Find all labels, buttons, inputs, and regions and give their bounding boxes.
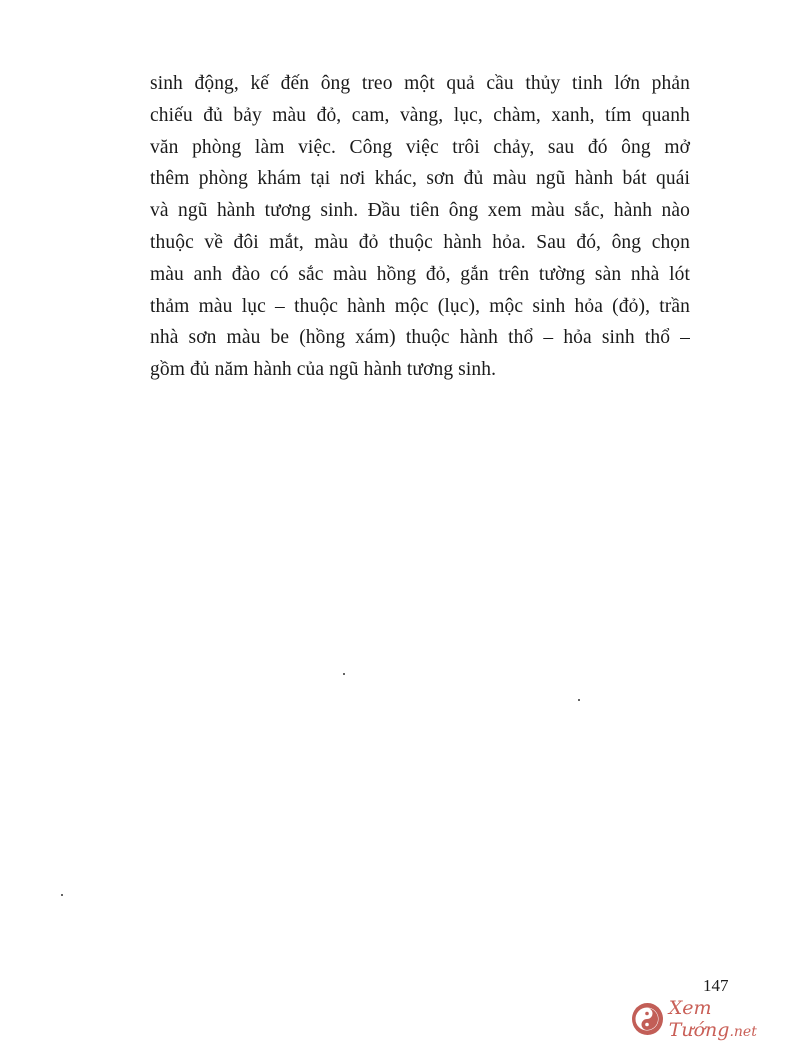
watermark-main: Xem Tướng: [668, 997, 730, 1041]
text-line: nhà sơn màu be (hồng xám) thuộc hành thổ – hỏa sinh thổ –: [150, 327, 690, 349]
page-number: 147: [703, 976, 729, 995]
text-line: thảm màu lục – thuộc hành mộc (lục), mộc sinh hỏa (đỏ), trần: [150, 295, 690, 317]
watermark-text: [669, 997, 800, 1041]
scan-speck: [343, 673, 345, 675]
text-line: gồm đủ năm hành của ngũ hành tương sinh.: [150, 359, 497, 381]
watermark-suffix: .net: [729, 1024, 757, 1040]
text-line: và ngũ hành tương sinh. Đầu tiên ông xem màu sắc, hành nào: [150, 200, 690, 222]
text-line: thêm phòng khám tại nơi khác, sơn đủ màu ngũ hành bát quái: [150, 168, 690, 190]
scan-speck: [578, 699, 580, 701]
text-line: thuộc về đôi mắt, màu đỏ thuộc hành hỏa. Sau đó, ông chọn: [150, 231, 690, 253]
body-text: [150, 68, 690, 386]
yin-yang-icon: [632, 1003, 663, 1035]
scan-speck: [61, 894, 63, 896]
text-line: màu anh đào có sắc màu hồng đỏ, gắn trên tường sàn nhà lót: [150, 263, 690, 285]
text-line: chiếu đủ bảy màu đỏ, cam, vàng, lục, chàm, xanh, tím quanh: [150, 104, 690, 126]
watermark: [632, 997, 800, 1041]
text-line: văn phòng làm việc. Công việc trôi chảy, sau đó ông mở: [150, 136, 690, 158]
text-line: sinh động, kế đến ông treo một quả cầu thủy tinh lớn phản: [150, 73, 690, 94]
